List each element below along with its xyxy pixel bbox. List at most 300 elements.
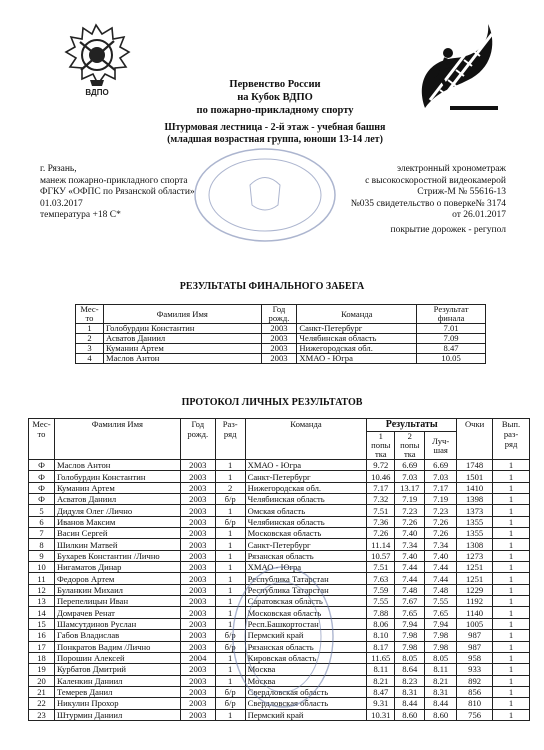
cell-points: 1229 — [457, 584, 493, 595]
cell-place: 1 — [76, 324, 104, 334]
cell-year: 2003 — [180, 709, 215, 720]
cell-year: 2003 — [261, 354, 297, 364]
venue-line: ФГКУ «ОФПС по Рязанской области» — [40, 187, 195, 197]
cell-team: Санкт-Петербург — [245, 539, 367, 550]
cell-year: 2003 — [261, 324, 297, 334]
cell-place: 23 — [29, 709, 55, 720]
temperature: температура +18 С* — [40, 210, 121, 220]
cell-t1: 9.72 — [367, 460, 395, 471]
cell-year: 2003 — [180, 528, 215, 539]
cell-t1: 7.17 — [367, 482, 395, 493]
cell-place: 8 — [29, 539, 55, 550]
cell-t1: 8.10 — [367, 630, 395, 641]
cell-t1: 10.31 — [367, 709, 395, 720]
cell-year: 2003 — [180, 698, 215, 709]
cell-qual: 1 — [493, 550, 530, 561]
cell-name: Маслов Антон — [54, 460, 180, 471]
cell-t1: 7.32 — [367, 494, 395, 505]
cell-place: 14 — [29, 607, 55, 618]
cell-rank: 1 — [215, 460, 245, 471]
cell-name: Голобурдин Константин — [103, 324, 261, 334]
cell-best: 7.48 — [425, 584, 457, 595]
cell-result: 10.05 — [417, 354, 486, 364]
subtitle-line: Штурмовая лестница - 2-й этаж - учебная башня — [164, 122, 386, 133]
cell-qual: 1 — [493, 675, 530, 686]
cell-qual: 1 — [493, 607, 530, 618]
cell-points: 1251 — [457, 562, 493, 573]
cell-team: Санкт-Петербург — [245, 471, 367, 482]
cell-best: 8.11 — [425, 664, 457, 675]
cell-t2: 13.17 — [395, 482, 425, 493]
cell-points: 756 — [457, 709, 493, 720]
cell-rank: б/р — [215, 516, 245, 527]
cell-t1: 8.11 — [367, 664, 395, 675]
cell-qual: 1 — [493, 618, 530, 629]
title-line: по пожарно-прикладному спорту — [196, 105, 354, 116]
cell-t2: 7.44 — [395, 562, 425, 573]
cell-t1: 7.63 — [367, 573, 395, 584]
cell-t1: 8.47 — [367, 686, 395, 697]
cell-team: ХМАО - Югра — [245, 562, 367, 573]
col-team: Команда — [297, 305, 417, 324]
venue-line: манеж пожарно-прикладного спорта — [40, 175, 188, 186]
table-row — [29, 550, 530, 561]
cell-t2: 7.65 — [395, 607, 425, 618]
cell-team: Свердловская область — [245, 698, 367, 709]
cell-t1: 7.88 — [367, 607, 395, 618]
cell-t2: 7.19 — [395, 494, 425, 505]
cell-team: Саратовская область — [245, 596, 367, 607]
cell-points: 987 — [457, 630, 493, 641]
cell-best: 7.98 — [425, 630, 457, 641]
cell-t2: 7.98 — [395, 641, 425, 652]
cell-name: Голобурдин Константин — [54, 471, 180, 482]
cell-t1: 8.21 — [367, 675, 395, 686]
cell-name: Шамсутдинов Руслан — [54, 618, 180, 629]
cell-year: 2003 — [180, 675, 215, 686]
cell-team: Омская область — [245, 505, 367, 516]
cell-qual: 1 — [493, 528, 530, 539]
document-title — [150, 78, 400, 117]
cell-year: 2003 — [180, 686, 215, 697]
cell-team: Нижегородская обл. — [297, 344, 417, 354]
cell-points: 892 — [457, 675, 493, 686]
cell-qual: 1 — [493, 460, 530, 471]
cell-rank: 1 — [215, 664, 245, 675]
cell-qual: 1 — [493, 505, 530, 516]
cell-place: 16 — [29, 630, 55, 641]
cell-place: 9 — [29, 550, 55, 561]
cell-rank: 1 — [215, 573, 245, 584]
cell-year: 2003 — [261, 334, 297, 344]
cell-t1: 7.55 — [367, 596, 395, 607]
cell-team: ХМАО - Югра — [245, 460, 367, 471]
cell-rank: 1 — [215, 652, 245, 663]
col-best: Луч- шая — [425, 432, 457, 460]
cell-points: 958 — [457, 652, 493, 663]
cell-points: 1748 — [457, 460, 493, 471]
vdpo-emblem-icon — [60, 22, 132, 103]
cell-name: Каленкин Даниил — [54, 675, 180, 686]
cell-place: 21 — [29, 686, 55, 697]
cell-place: 18 — [29, 652, 55, 663]
cell-t2: 7.26 — [395, 516, 425, 527]
cell-points: 1373 — [457, 505, 493, 516]
table-row — [76, 344, 486, 354]
cell-place: 11 — [29, 573, 55, 584]
cell-t1: 7.51 — [367, 505, 395, 516]
cell-team: Республика Татарстан — [245, 584, 367, 595]
timing-info — [351, 164, 506, 236]
col-qualification: Вып. раз- ряд — [493, 419, 530, 460]
cell-best: 7.44 — [425, 573, 457, 584]
cell-name: Курбатов Дмитрий — [54, 664, 180, 675]
table-row — [29, 528, 530, 539]
cell-name: Куманин Артем — [54, 482, 180, 493]
cell-t2: 7.44 — [395, 573, 425, 584]
cell-qual: 1 — [493, 630, 530, 641]
cell-name: Понкратов Вадим /Лично — [54, 641, 180, 652]
col-points: Очки — [457, 419, 493, 460]
cell-best: 7.17 — [425, 482, 457, 493]
cell-team: Свердловская область — [245, 686, 367, 697]
cell-place: 5 — [29, 505, 55, 516]
cell-place: Ф — [29, 494, 55, 505]
cell-year: 2003 — [180, 471, 215, 482]
timing-line: №035 свидетельство о поверке№ 3174 — [350, 198, 506, 209]
cell-team: Республика Татарстан — [245, 573, 367, 584]
cell-place: 7 — [29, 528, 55, 539]
col-team: Команда — [245, 419, 367, 460]
cell-name: Дидуля Олег /Лично — [54, 505, 180, 516]
cell-best: 7.19 — [425, 494, 457, 505]
cell-team: Санкт-Петербург — [297, 324, 417, 334]
col-name: Фамилия Имя — [103, 305, 261, 324]
cell-place: 19 — [29, 664, 55, 675]
cell-best: 7.55 — [425, 596, 457, 607]
cell-team: Московская область — [245, 528, 367, 539]
cell-points: 1410 — [457, 482, 493, 493]
cell-rank: б/р — [215, 494, 245, 505]
cell-best: 7.03 — [425, 471, 457, 482]
cell-year: 2003 — [180, 482, 215, 493]
cell-t2: 7.67 — [395, 596, 425, 607]
cell-name: Федоров Артем — [54, 573, 180, 584]
cell-qual: 1 — [493, 471, 530, 482]
cell-rank: 1 — [215, 562, 245, 573]
subtitle-line: (младшая возрастная группа, юноши 13-14 лет) — [167, 134, 383, 145]
cell-place: 12 — [29, 584, 55, 595]
cell-t2: 8.05 — [395, 652, 425, 663]
cell-qual: 1 — [493, 596, 530, 607]
cell-t2: 6.69 — [395, 460, 425, 471]
col-place: Мес- то — [76, 305, 104, 324]
cell-t2: 7.94 — [395, 618, 425, 629]
cell-rank: 1 — [215, 618, 245, 629]
cell-rank: 1 — [215, 528, 245, 539]
cell-t2: 7.40 — [395, 528, 425, 539]
timing-line: электронный хронометраж — [396, 164, 506, 174]
cell-name: Куманин Артем — [103, 344, 261, 354]
document-subtitle — [120, 122, 430, 146]
table-row — [76, 354, 486, 364]
timing-line: с высокоскоростной видеокамерой — [365, 175, 506, 186]
cell-place: 10 — [29, 562, 55, 573]
cell-t1: 7.59 — [367, 584, 395, 595]
venue-line: г. Рязань, — [40, 164, 77, 174]
cell-name: Темерев Данил — [54, 686, 180, 697]
cell-qual: 1 — [493, 573, 530, 584]
cell-place: Ф — [29, 460, 55, 471]
cell-best: 7.98 — [425, 641, 457, 652]
cell-place: 6 — [29, 516, 55, 527]
cell-name: Асватов Даниил — [54, 494, 180, 505]
emblem-label: ВДПО — [85, 88, 109, 97]
table-row — [29, 516, 530, 527]
cell-t1: 8.17 — [367, 641, 395, 652]
cell-best: 8.60 — [425, 709, 457, 720]
firefighter-ladder-logo-icon — [410, 20, 500, 120]
cell-place: 2 — [76, 334, 104, 344]
title-line: Первенство России — [229, 79, 321, 90]
cell-points: 810 — [457, 698, 493, 709]
cell-t1: 8.06 — [367, 618, 395, 629]
cell-place: 4 — [76, 354, 104, 364]
cell-points: 1355 — [457, 516, 493, 527]
cell-best: 8.21 — [425, 675, 457, 686]
title-line: на Кубок ВДПО — [237, 92, 313, 103]
cell-rank: б/р — [215, 698, 245, 709]
venue-info — [40, 164, 195, 222]
cell-t2: 8.31 — [395, 686, 425, 697]
cell-qual: 1 — [493, 584, 530, 595]
cell-year: 2003 — [180, 550, 215, 561]
cell-place: 13 — [29, 596, 55, 607]
cell-t1: 7.51 — [367, 562, 395, 573]
table-row — [76, 334, 486, 344]
cell-t1: 10.57 — [367, 550, 395, 561]
cell-year: 2003 — [180, 505, 215, 516]
cell-year: 2003 — [180, 573, 215, 584]
cell-qual: 1 — [493, 482, 530, 493]
cell-rank: б/р — [215, 630, 245, 641]
cell-points: 856 — [457, 686, 493, 697]
timing-line: покрытие дорожек - регупол — [390, 224, 506, 235]
cell-name: Асватов Даниил — [103, 334, 261, 344]
col-results: Результаты — [367, 419, 457, 432]
cell-qual: 1 — [493, 698, 530, 709]
final-results-table — [75, 304, 486, 364]
cell-rank: 1 — [215, 550, 245, 561]
cell-team: Челябинская область — [245, 516, 367, 527]
cell-team: Москва — [245, 664, 367, 675]
cell-points: 1355 — [457, 528, 493, 539]
cell-team: Нижегородская обл. — [245, 482, 367, 493]
cell-qual: 1 — [493, 652, 530, 663]
cell-best: 7.26 — [425, 528, 457, 539]
cell-team: Рязанская область — [245, 641, 367, 652]
cell-qual: 1 — [493, 562, 530, 573]
cell-t2: 8.23 — [395, 675, 425, 686]
cell-points: 987 — [457, 641, 493, 652]
cell-year: 2003 — [180, 516, 215, 527]
cell-place: Ф — [29, 482, 55, 493]
cell-points: 1273 — [457, 550, 493, 561]
cell-qual: 1 — [493, 641, 530, 652]
cell-year: 2004 — [180, 652, 215, 663]
col-year: Год рожд. — [261, 305, 297, 324]
cell-team: Кировская область — [245, 652, 367, 663]
cell-best: 7.23 — [425, 505, 457, 516]
cell-place: 22 — [29, 698, 55, 709]
cell-year: 2003 — [180, 562, 215, 573]
cell-rank: 1 — [215, 607, 245, 618]
cell-place: 15 — [29, 618, 55, 629]
cell-year: 2003 — [180, 630, 215, 641]
cell-year: 2003 — [180, 596, 215, 607]
cell-t1: 11.65 — [367, 652, 395, 663]
table-row — [29, 505, 530, 516]
personal-section-title: ПРОТОКОЛ ЛИЧНЫХ РЕЗУЛЬТАТОВ — [181, 397, 363, 408]
cell-name: Порошин Алексей — [54, 652, 180, 663]
cell-rank: 2 — [215, 482, 245, 493]
cell-best: 7.34 — [425, 539, 457, 550]
cell-team: Челябинская область — [297, 334, 417, 344]
cell-t2: 8.44 — [395, 698, 425, 709]
final-section-title: РЕЗУЛЬТАТЫ ФИНАЛЬНОГО ЗАБЕГА — [179, 281, 365, 292]
cell-t2: 7.48 — [395, 584, 425, 595]
timing-line: от 26.01.2017 — [452, 210, 506, 220]
cell-place: Ф — [29, 471, 55, 482]
cell-name: Васин Сергей — [54, 528, 180, 539]
cell-team: ХМАО - Югра — [297, 354, 417, 364]
cell-rank: 1 — [215, 471, 245, 482]
cell-name: Иванов Максим — [54, 516, 180, 527]
cell-year: 2003 — [180, 607, 215, 618]
cell-team: Москва — [245, 675, 367, 686]
cell-place: 3 — [76, 344, 104, 354]
cell-name: Штурмин Даниил — [54, 709, 180, 720]
cell-year: 2003 — [261, 344, 297, 354]
col-name: Фамилия Имя — [54, 419, 180, 460]
cell-name: Маслов Антон — [103, 354, 261, 364]
cell-place: 20 — [29, 675, 55, 686]
cell-rank: 1 — [215, 596, 245, 607]
col-try2: 2 попы тка — [395, 432, 425, 460]
table-row — [29, 482, 530, 493]
cell-team: Челябинская область — [245, 494, 367, 505]
cell-best: 7.94 — [425, 618, 457, 629]
cell-best: 7.65 — [425, 607, 457, 618]
table-row — [29, 460, 530, 471]
cell-name: Габов Владислав — [54, 630, 180, 641]
table-row — [29, 471, 530, 482]
cell-t2: 7.98 — [395, 630, 425, 641]
cell-points: 1140 — [457, 607, 493, 618]
cell-year: 2003 — [180, 664, 215, 675]
cell-best: 8.44 — [425, 698, 457, 709]
cell-rank: 1 — [215, 709, 245, 720]
cell-points: 1501 — [457, 471, 493, 482]
cell-points: 1251 — [457, 573, 493, 584]
stamp-icon — [228, 562, 338, 717]
cell-t2: 7.34 — [395, 539, 425, 550]
cell-points: 1398 — [457, 494, 493, 505]
cell-t2: 7.03 — [395, 471, 425, 482]
cell-rank: б/р — [215, 641, 245, 652]
cell-name: Бухарев Константин /Лично — [54, 550, 180, 561]
table-row — [29, 539, 530, 550]
cell-name: Никулин Прохор — [54, 698, 180, 709]
cell-result: 8.47 — [417, 344, 486, 354]
cell-t1: 7.26 — [367, 528, 395, 539]
cell-points: 1192 — [457, 596, 493, 607]
col-try1: 1 попы тка — [367, 432, 395, 460]
cell-year: 2003 — [180, 618, 215, 629]
cell-points: 1005 — [457, 618, 493, 629]
cell-rank: 1 — [215, 584, 245, 595]
cell-t2: 8.64 — [395, 664, 425, 675]
cell-rank: 1 — [215, 505, 245, 516]
cell-qual: 1 — [493, 709, 530, 720]
cell-qual: 1 — [493, 539, 530, 550]
cell-t2: 8.60 — [395, 709, 425, 720]
cell-best: 8.31 — [425, 686, 457, 697]
cell-points: 1308 — [457, 539, 493, 550]
cell-qual: 1 — [493, 494, 530, 505]
cell-place: 17 — [29, 641, 55, 652]
cell-name: Шилкин Матвей — [54, 539, 180, 550]
cell-name: Нигаматов Динар — [54, 562, 180, 573]
event-date: 01.03.2017 — [40, 198, 83, 209]
col-year: Год рожд. — [180, 419, 215, 460]
col-place: Мес- то — [29, 419, 55, 460]
cell-best: 7.26 — [425, 516, 457, 527]
cell-t2: 7.23 — [395, 505, 425, 516]
cell-qual: 1 — [493, 664, 530, 675]
cell-qual: 1 — [493, 516, 530, 527]
table-row — [76, 324, 486, 334]
cell-name: Домрачев Ренат — [54, 607, 180, 618]
cell-t1: 10.46 — [367, 471, 395, 482]
cell-team: Рязанская область — [245, 550, 367, 561]
cell-team: Московская область — [245, 607, 367, 618]
timing-line: Стриж-М № 55616-13 — [417, 187, 506, 197]
cell-team: Респ.Башкортостан — [245, 618, 367, 629]
cell-year: 2003 — [180, 584, 215, 595]
cell-rank: 1 — [215, 675, 245, 686]
cell-rank: 1 — [215, 539, 245, 550]
cell-year: 2003 — [180, 460, 215, 471]
cell-qual: 1 — [493, 686, 530, 697]
cell-team: Пермский край — [245, 709, 367, 720]
cell-points: 933 — [457, 664, 493, 675]
cell-t2: 7.40 — [395, 550, 425, 561]
cell-year: 2003 — [180, 494, 215, 505]
cell-name: Буланкин Михаил — [54, 584, 180, 595]
cell-best: 7.44 — [425, 562, 457, 573]
cell-best: 6.69 — [425, 460, 457, 471]
table-row — [29, 494, 530, 505]
cell-result: 7.01 — [417, 324, 486, 334]
cell-t1: 11.14 — [367, 539, 395, 550]
cell-best: 7.40 — [425, 550, 457, 561]
seal-icon — [190, 145, 340, 250]
col-rank: Раз- ряд — [215, 419, 245, 460]
cell-rank: б/р — [215, 686, 245, 697]
cell-year: 2003 — [180, 641, 215, 652]
cell-result: 7.09 — [417, 334, 486, 344]
